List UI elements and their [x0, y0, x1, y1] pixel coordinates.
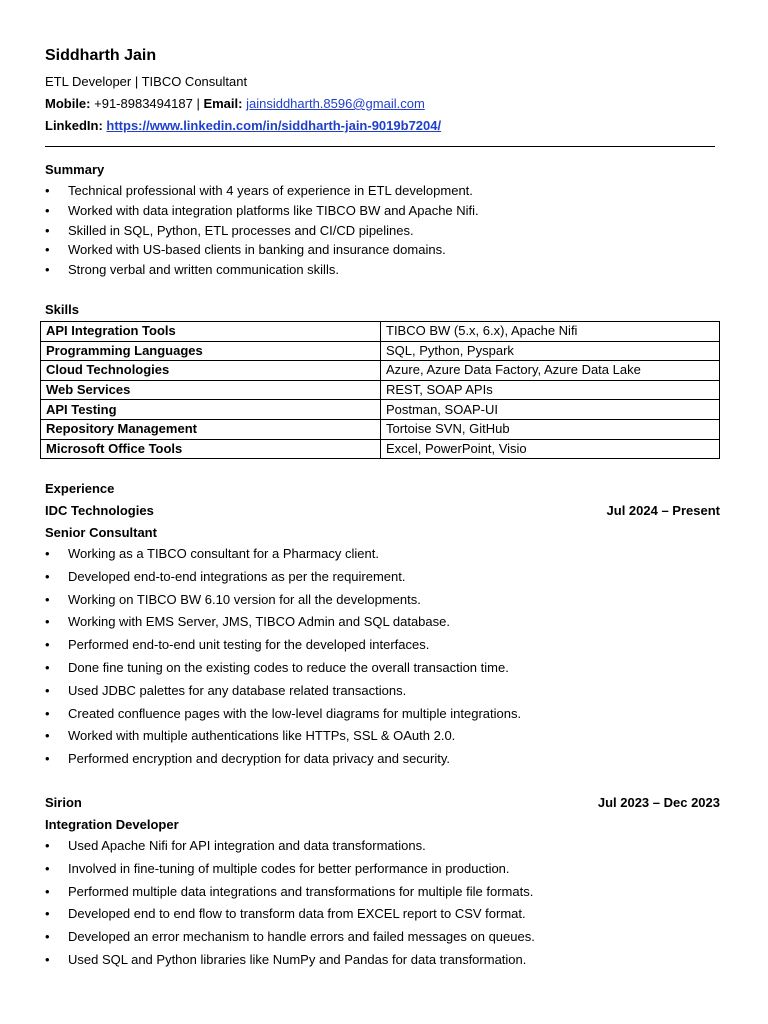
summary-item: • Worked with US-based clients in banking and insurance domains. — [45, 240, 479, 260]
job-bullet: • Developed end to end flow to transform data from EXCEL report to CSV format. — [45, 903, 535, 926]
header-divider — [45, 146, 715, 147]
skill-value: REST, SOAP APIs — [381, 380, 720, 400]
job-bullet: • Created confluence pages with the low-level diagrams for multiple integrations. — [45, 703, 521, 726]
skill-value: TIBCO BW (5.x, 6.x), Apache Nifi — [381, 322, 720, 342]
job-bullet: • Performed encryption and decryption for data privacy and security. — [45, 748, 521, 771]
skill-category: Cloud Technologies — [41, 361, 381, 381]
skill-category: Microsoft Office Tools — [41, 439, 381, 459]
job-bullet: • Developed end-to-end integrations as per the requirement. — [45, 566, 521, 589]
linkedin-label: LinkedIn: — [45, 118, 103, 133]
job-company: IDC Technologies — [45, 503, 154, 518]
job-bullet: • Performed end-to-end unit testing for the developed interfaces. — [45, 634, 521, 657]
job-bullet: • Involved in fine-tuning of multiple codes for better performance in production. — [45, 858, 535, 881]
contact-line — [45, 96, 425, 111]
skill-category: Web Services — [41, 380, 381, 400]
job-bullet: • Used SQL and Python libraries like NumPy and Pandas for data transformation. — [45, 949, 535, 972]
skill-category: Repository Management — [41, 419, 381, 439]
job-role: Integration Developer — [45, 817, 179, 832]
job-bullet: • Working as a TIBCO consultant for a Pharmacy client. — [45, 543, 521, 566]
contact-separator: | — [196, 96, 200, 111]
job-bullets — [45, 543, 521, 771]
skills-row — [41, 439, 720, 459]
mobile-label: Mobile: — [45, 96, 91, 111]
job-bullet: • Developed an error mechanism to handle errors and failed messages on queues. — [45, 926, 535, 949]
summary-heading: Summary — [45, 162, 105, 177]
job-bullets — [45, 835, 535, 972]
job-bullet: • Used Apache Nifi for API integration and data transformations. — [45, 835, 535, 858]
job-dates: Jul 2024 – Present — [606, 503, 720, 518]
skill-value: Postman, SOAP-UI — [381, 400, 720, 420]
skills-row — [41, 361, 720, 381]
linkedin-link[interactable]: https://www.linkedin.com/in/siddharth-jain-9019b7204/ — [106, 118, 442, 133]
experience-heading: Experience — [45, 481, 115, 496]
summary-item: • Strong verbal and written communication skills. — [45, 260, 479, 280]
job-dates: Jul 2023 – Dec 2023 — [597, 795, 720, 810]
tagline: ETL Developer | TIBCO Consultant — [45, 74, 248, 89]
skill-value: Tortoise SVN, GitHub — [381, 419, 720, 439]
skill-category: Programming Languages — [41, 341, 381, 361]
summary-item: • Technical professional with 4 years of experience in ETL development. — [45, 181, 479, 201]
skills-row — [41, 400, 720, 420]
candidate-name: Siddharth Jain — [45, 47, 157, 64]
job-bullet: • Done fine tuning on the existing codes to reduce the overall transaction time. — [45, 657, 521, 680]
job-bullet: • Used JDBC palettes for any database related transactions. — [45, 680, 521, 703]
skill-category: API Integration Tools — [41, 322, 381, 342]
email-link[interactable]: jainsiddharth.8596@gmail.com — [246, 96, 425, 111]
linkedin-line — [45, 118, 441, 133]
skills-row — [41, 341, 720, 361]
summary-item: • Worked with data integration platforms like TIBCO BW and Apache Nifi. — [45, 201, 479, 221]
job-bullet: • Working with EMS Server, JMS, TIBCO Admin and SQL database. — [45, 611, 521, 634]
skills-table — [40, 321, 720, 459]
job-bullet: • Worked with multiple authentications like HTTPs, SSL & OAuth 2.0. — [45, 725, 521, 748]
skills-row — [41, 380, 720, 400]
skill-value: Excel, PowerPoint, Visio — [381, 439, 720, 459]
job-bullet: • Working on TIBCO BW 6.10 version for all the developments. — [45, 589, 521, 612]
skills-row — [41, 419, 720, 439]
job-bullet: • Performed multiple data integrations and transformations for multiple file formats. — [45, 881, 535, 904]
job-role: Senior Consultant — [45, 525, 157, 540]
email-label: Email: — [203, 96, 243, 111]
skill-value: Azure, Azure Data Factory, Azure Data Lake — [381, 361, 720, 381]
skills-row — [41, 322, 720, 342]
skill-category: API Testing — [41, 400, 381, 420]
mobile-number: +91-8983494187 — [94, 96, 193, 111]
skill-value: SQL, Python, Pyspark — [381, 341, 720, 361]
job-company: Sirion — [45, 795, 82, 810]
summary-item: • Skilled in SQL, Python, ETL processes and CI/CD pipelines. — [45, 221, 479, 241]
skills-heading: Skills — [45, 302, 79, 317]
summary-list — [45, 181, 479, 280]
